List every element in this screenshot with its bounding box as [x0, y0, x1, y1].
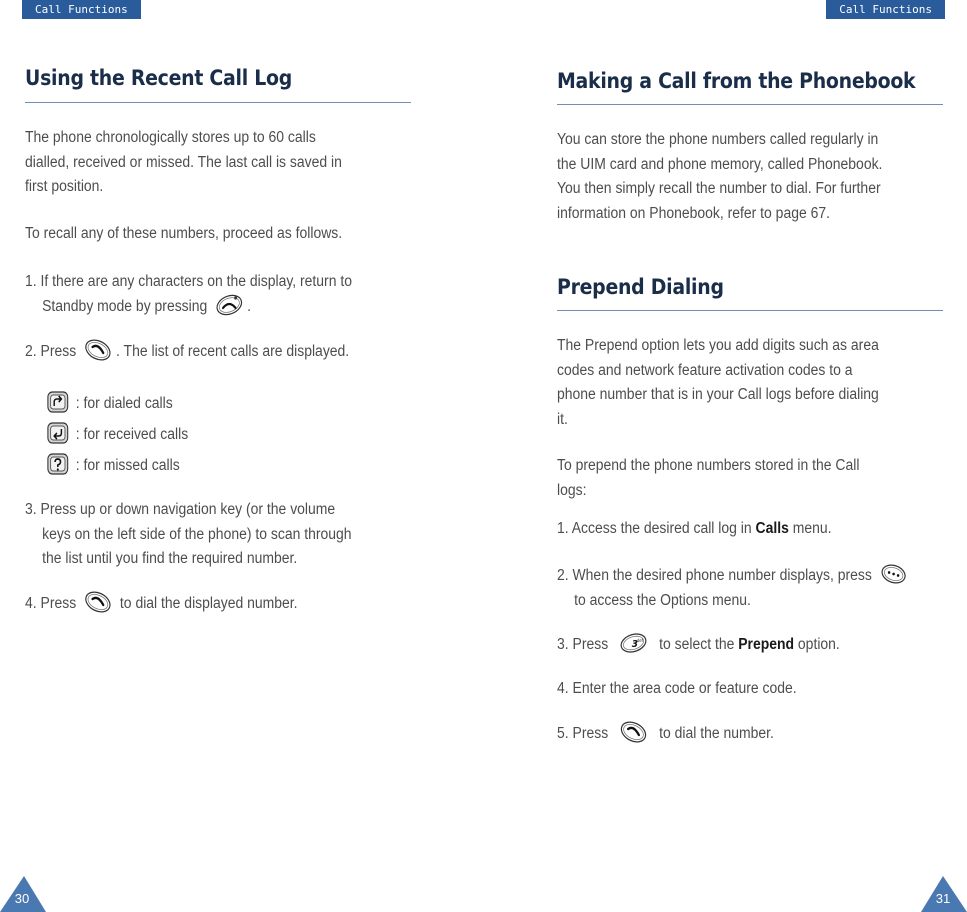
- prepend-dialing-heading: Prepend Dialing: [557, 275, 724, 299]
- left-page: [25, 0, 411, 912]
- legend-received: : for received calls: [47, 423, 188, 448]
- end-key-icon: [215, 293, 244, 317]
- prepend-intro-paragraph: The Prepend option lets you add digits such as area codes and network feature activation codes to a phone number that is in your Call logs before dialing it.: [557, 337, 879, 428]
- heading-rule: [25, 102, 411, 103]
- right-page: [557, 0, 943, 912]
- step-4: 4. Press to dial the displayed number.: [25, 592, 298, 617]
- prepend-step-3: 3. Press 3 def to select the Prepend option.: [557, 633, 840, 658]
- prepend-how-paragraph: To prepend the phone numbers stored in the Call logs:: [557, 457, 860, 499]
- section-tab-right: Call Functions: [826, 0, 945, 19]
- step-3: 3. Press up or down navigation key (or the volume keys on the left side of the phone) to scan through the list until you find the required number.: [25, 501, 352, 567]
- options-key-icon: [879, 562, 908, 586]
- heading-rule: [557, 104, 943, 105]
- prepend-step-4: 4. Enter the area code or feature code.: [557, 680, 797, 697]
- dialed-calls-icon: [47, 391, 69, 413]
- page-number-right: 31: [919, 876, 967, 912]
- section-tab-left: Call Functions: [22, 0, 141, 19]
- send-key-icon: [84, 590, 113, 614]
- step-2: 2. Press . The list of recent calls are displayed.: [25, 340, 349, 365]
- prepend-step-2: 2. When the desired phone number displays, press to access the Options menu.: [557, 564, 912, 613]
- legend-dialed: : for dialed calls: [47, 392, 173, 417]
- send-key-icon: [619, 720, 648, 744]
- phonebook-heading: Making a Call from the Phonebook: [557, 69, 916, 93]
- page-number-left: 30: [0, 876, 48, 912]
- recall-paragraph: To recall any of these numbers, proceed as follows.: [25, 225, 343, 242]
- send-key-icon: [84, 338, 113, 362]
- recent-call-log-heading: Using the Recent Call Log: [25, 66, 292, 90]
- prepend-step-1: 1. Access the desired call log in Calls menu.: [557, 520, 832, 537]
- step-1: 1. If there are any characters on the display, return to Standby mode by pressing .: [25, 270, 352, 319]
- key-3-icon: [619, 631, 648, 655]
- intro-paragraph: The phone chronologically stores up to 60 calls dialled, received or missed. The last call is saved in first position.: [25, 129, 342, 195]
- phonebook-paragraph: You can store the phone numbers called regularly in the UIM card and phone memory, called Phonebook. You then simply recall the number to dial. For further information on Phonebook, refer to page 67.: [557, 131, 883, 222]
- legend-missed: : for missed calls: [47, 454, 180, 479]
- prepend-step-5: 5. Press to dial the number.: [557, 722, 774, 747]
- received-calls-icon: [47, 422, 69, 444]
- svg-text:def: def: [637, 637, 644, 644]
- heading-rule: [557, 310, 943, 311]
- missed-calls-icon: [47, 453, 69, 475]
- svg-text:3: 3: [631, 638, 639, 651]
